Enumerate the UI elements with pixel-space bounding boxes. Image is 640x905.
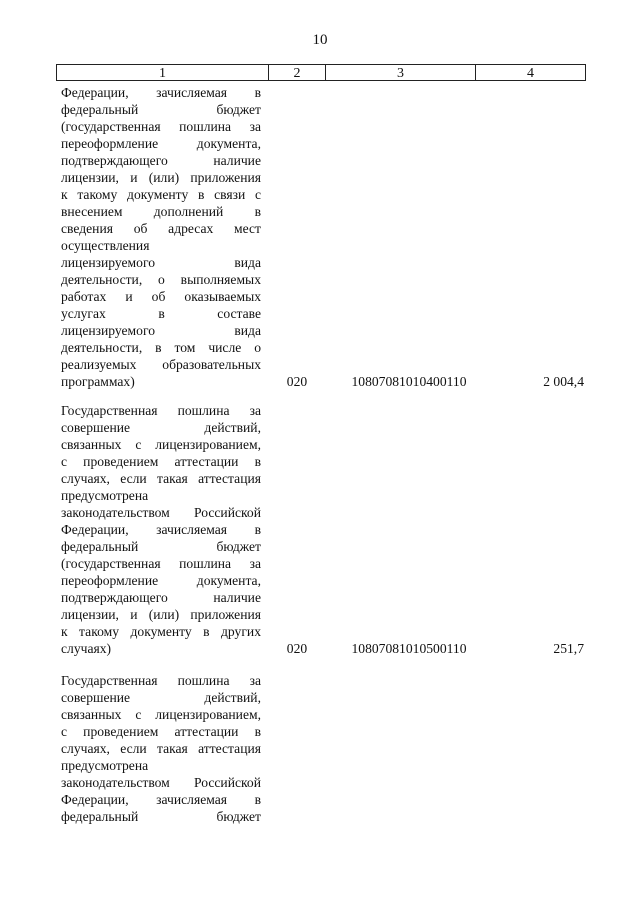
row-amount: 2 004,4	[543, 374, 584, 389]
row-kbk: 10807081010500110	[351, 641, 467, 656]
description-line: связанных с лицензированием,	[61, 707, 261, 722]
description-line: с проведением аттестации в	[61, 454, 261, 469]
description-line: программах)	[61, 374, 135, 389]
description-line: внесением дополнений в	[61, 204, 261, 219]
row-description	[61, 672, 261, 825]
description-line: Федерации, зачисляемая в	[61, 792, 261, 807]
description-line: случаях, если такая аттестация	[61, 741, 261, 756]
description-line: совершение действий,	[61, 690, 261, 705]
description-line: переоформление документа,	[61, 573, 261, 588]
description-line: лицензии, и (или) приложения	[61, 607, 261, 622]
description-line: федеральный бюджет	[61, 809, 261, 824]
header-col-1: 1	[57, 65, 269, 80]
row-description	[61, 84, 261, 390]
description-line: случаях, если такая аттестация	[61, 471, 261, 486]
header-col-2: 2	[269, 65, 326, 80]
description-line: к такому документу в связи с	[61, 187, 261, 202]
description-line: (государственная пошлина за	[61, 119, 261, 134]
description-line: переоформление документа,	[61, 136, 261, 151]
description-line: сведения об адресах мест	[61, 221, 261, 236]
description-line: федеральный бюджет	[61, 102, 261, 117]
row-code: 020	[286, 374, 308, 389]
description-line: лицензии, и (или) приложения	[61, 170, 261, 185]
description-line: законодательством Российской	[61, 775, 261, 790]
table-header-row	[56, 64, 586, 81]
description-line: Государственная пошлина за	[61, 673, 261, 688]
description-line: предусмотрена	[61, 758, 149, 773]
description-line: к такому документу в других	[61, 624, 261, 639]
description-line: подтверждающего наличие	[61, 153, 261, 168]
description-line: Федерации, зачисляемая в	[61, 522, 261, 537]
description-line: законодательством Российской	[61, 505, 261, 520]
row-kbk: 10807081010400110	[351, 374, 467, 389]
description-line: Государственная пошлина за	[61, 403, 261, 418]
header-col-3: 3	[326, 65, 476, 80]
description-line: федеральный бюджет	[61, 539, 261, 554]
description-line: услугах в составе	[61, 306, 261, 321]
description-line: связанных с лицензированием,	[61, 437, 261, 452]
page-number: 10	[312, 32, 328, 48]
description-line: с проведением аттестации в	[61, 724, 261, 739]
description-line: лицензируемого вида	[61, 255, 261, 270]
description-line: осуществления	[61, 238, 150, 253]
description-line: работах и об оказываемых	[61, 289, 261, 304]
row-amount: 251,7	[553, 641, 584, 656]
description-line: деятельности, о выполняемых	[61, 272, 261, 287]
description-line: Федерации, зачисляемая в	[61, 85, 261, 100]
description-line: лицензируемого вида	[61, 323, 261, 338]
row-code: 020	[286, 641, 308, 656]
description-line: подтверждающего наличие	[61, 590, 261, 605]
description-line: случаях)	[61, 641, 112, 656]
description-line: предусмотрена	[61, 488, 149, 503]
description-line: деятельности, в том числе о	[61, 340, 261, 355]
header-col-4: 4	[527, 66, 534, 81]
description-line: совершение действий,	[61, 420, 261, 435]
description-line: (государственная пошлина за	[61, 556, 261, 571]
row-description	[61, 402, 261, 657]
description-line: реализуемых образовательных	[61, 357, 261, 372]
